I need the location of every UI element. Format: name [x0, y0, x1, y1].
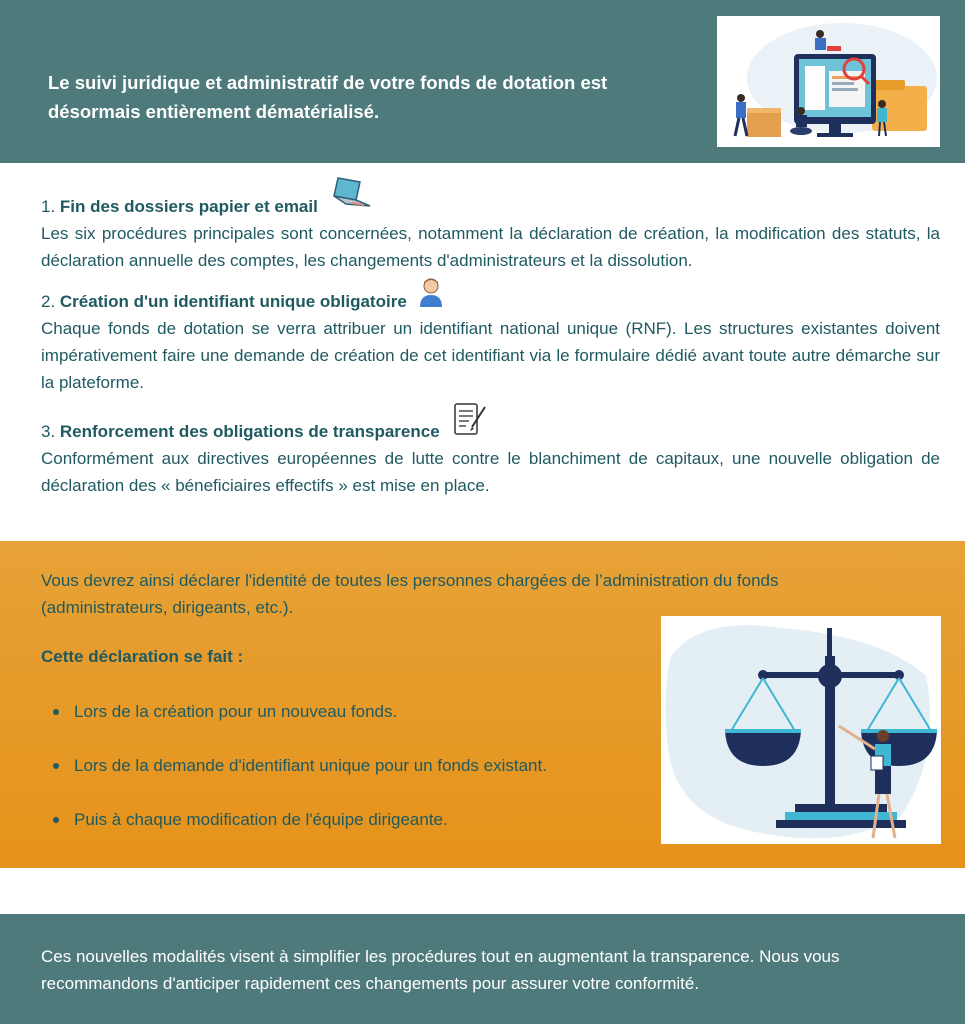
- declaration-intro: Vous devrez ainsi déclarer l'identité de toutes les personnes chargées de l’administration du fonds (administrateurs, dirigeants, etc.).: [41, 571, 779, 617]
- section-3-title: [41, 415, 940, 445]
- list-item: Puis à chaque modification de l'équipe dirigeante.: [41, 809, 547, 863]
- section-1-body: Les six procédures principales sont concernées, notamment la déclaration de création, la modification des statuts, la déclaration annuelle des comptes, les changements d'administrateurs et la dissolution.: [41, 224, 940, 270]
- footer-band: [0, 914, 965, 1024]
- header-text: Le suivi juridique et administratif de votre fonds de dotation est désormais entièrement dématérialisé.: [48, 72, 608, 122]
- declaration-heading: Cette déclaration se fait :: [41, 647, 244, 666]
- section-1-title: [41, 190, 940, 220]
- section-1-heading: Fin des dossiers papier et email: [59, 197, 318, 216]
- person-icon: [419, 277, 443, 315]
- section-2-body: Chaque fonds de dotation se verra attribuer un identifiant national unique (RNF). Les structures existantes doivent impérativement faire une demande de création de cet identifiant via le formulaire dédié avant toute autre démarche sur la plateforme.: [41, 319, 940, 392]
- section-2-heading: Création d'un identifiant unique obligatoire: [59, 292, 407, 311]
- section-2-number: 2.: [41, 292, 60, 311]
- document-pen-icon: [452, 401, 488, 445]
- list-item: Lors de la demande d'identifiant unique pour un fonds existant.: [41, 755, 547, 809]
- office-workers-illustration: [717, 16, 940, 147]
- section-3-body: Conformément aux directives européennes de lutte contre le blanchiment de capitaux, une nouvelle obligation de déclaration des « béneficiaires effectifs » est mise en place.: [41, 449, 940, 495]
- section-1-number: 1.: [41, 197, 60, 216]
- section-3: [41, 415, 940, 499]
- declaration-list: [41, 701, 547, 863]
- section-3-heading: Renforcement des obligations de transparence: [59, 422, 440, 441]
- laptop-icon: [330, 176, 372, 220]
- header-band: [0, 0, 965, 163]
- section-1: [41, 190, 940, 274]
- section-2: [41, 285, 940, 396]
- declaration-panel: [0, 541, 965, 868]
- section-2-title: [41, 285, 940, 315]
- scale-of-justice-illustration: [661, 616, 941, 844]
- footer-text: Ces nouvelles modalités visent à simplifier les procédures tout en augmentant la transparence. Nous vous recommandons d'anticiper rapidement ces changements pour assurer votre conformité.: [41, 947, 840, 993]
- list-item: Lors de la création pour un nouveau fonds.: [41, 701, 547, 755]
- section-3-number: 3.: [41, 422, 60, 441]
